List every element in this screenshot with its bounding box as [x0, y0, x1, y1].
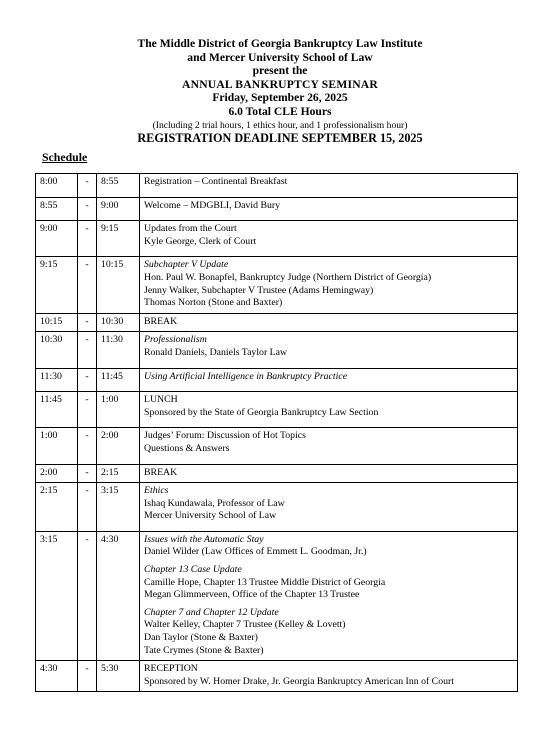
- session-title: Using Artificial Intelligence in Bankruptcy Practice: [144, 370, 348, 382]
- session-line: Thomas Norton (Stone and Baxter): [144, 297, 283, 309]
- schedule-table: [35, 173, 518, 692]
- start-time: 2:15: [36, 483, 78, 532]
- session-title: Subchapter V Update: [144, 259, 229, 271]
- session-title: Ethics: [144, 485, 169, 497]
- time-dash: -: [78, 174, 97, 198]
- table-row: [36, 257, 518, 313]
- table-row: [36, 197, 518, 221]
- session-details: [140, 332, 518, 368]
- session-line: Megan Glimmerveen, Office of the Chapter 13 Trustee: [144, 589, 360, 601]
- session-details: [140, 464, 518, 483]
- session-details: [140, 197, 518, 221]
- start-time: 11:45: [36, 392, 78, 428]
- session-details: [140, 221, 518, 257]
- table-row: [36, 661, 518, 692]
- start-time: 10:30: [36, 332, 78, 368]
- header-line-1: The Middle District of Georgia Bankruptcy Law Institute: [137, 37, 423, 50]
- time-dash: -: [78, 368, 97, 392]
- start-time: 9:00: [36, 221, 78, 257]
- session-line: Welcome – MDGBLI, David Bury: [144, 199, 281, 211]
- session-line: RECEPTION: [144, 663, 198, 675]
- session-line: Mercer University School of Law: [144, 510, 277, 522]
- session-details: [140, 174, 518, 198]
- session-title: Issues with the Automatic Stay: [144, 533, 264, 545]
- document-header: [0, 37, 560, 146]
- seminar-title: ANNUAL BANKRUPTCY SEMINAR: [182, 77, 378, 91]
- time-dash: -: [78, 428, 97, 464]
- start-time: 10:15: [36, 313, 78, 332]
- session-line: BREAK: [144, 315, 178, 327]
- start-time: 8:55: [36, 197, 78, 221]
- time-dash: -: [78, 332, 97, 368]
- session-details: [140, 428, 518, 464]
- session-line: LUNCH: [144, 394, 178, 406]
- session-line: Ronald Daniels, Daniels Taylor Law: [144, 346, 288, 358]
- session-line: Sponsored by the State of Georgia Bankruptcy Law Section: [144, 406, 379, 418]
- time-dash: -: [78, 483, 97, 532]
- session-title: Chapter 7 and Chapter 12 Update: [144, 606, 279, 618]
- header-line-2: and Mercer University School of Law: [187, 50, 373, 64]
- start-time: 3:15: [36, 531, 78, 660]
- end-time: 9:15: [97, 221, 140, 257]
- session-line: Questions & Answers: [144, 442, 230, 454]
- session-details: [140, 368, 518, 392]
- start-time: 2:00: [36, 464, 78, 483]
- end-time: 9:00: [97, 197, 140, 221]
- schedule-body: [36, 174, 518, 692]
- start-time: 1:00: [36, 428, 78, 464]
- session-line: Walter Kelley, Chapter 7 Trustee (Kelley & Lovett): [144, 619, 346, 631]
- session-line: Hon. Paul W. Bonapfel, Bankruptcy Judge (Northern District of Georgia): [144, 271, 432, 283]
- end-time: 10:30: [97, 313, 140, 332]
- session-line: Tate Crymes (Stone & Baxter): [144, 644, 264, 656]
- time-dash: -: [78, 221, 97, 257]
- session-line: Sponsored by W. Homer Drake, Jr. Georgia Bankruptcy American Inn of Court: [144, 675, 454, 687]
- registration-deadline: REGISTRATION DEADLINE SEPTEMBER 15, 2025: [137, 131, 423, 146]
- end-time: 2:00: [97, 428, 140, 464]
- cle-hours: 6.0 Total CLE Hours: [228, 104, 332, 118]
- table-row: [36, 531, 518, 660]
- start-time: 9:15: [36, 257, 78, 313]
- session-line: Dan Taylor (Stone & Baxter): [144, 632, 258, 644]
- session-line: BREAK: [144, 466, 178, 478]
- start-time: 8:00: [36, 174, 78, 198]
- seminar-date: Friday, September 26, 2025: [212, 91, 348, 105]
- start-time: 4:30: [36, 661, 78, 692]
- table-row: [36, 464, 518, 483]
- session-line: Jenny Walker, Subchapter V Trustee (Adams Hemingway): [144, 284, 374, 296]
- table-row: [36, 428, 518, 464]
- time-dash: -: [78, 464, 97, 483]
- table-row: [36, 392, 518, 428]
- session-line: Registration – Continental Breakfast: [144, 176, 288, 187]
- session-line: Updates from the Court: [144, 223, 237, 235]
- session-details: [140, 392, 518, 428]
- end-time: 8:55: [97, 174, 140, 198]
- cle-breakdown: (Including 2 trial hours, 1 ethics hour, and 1 professionalism hour): [152, 119, 408, 131]
- table-row: [36, 221, 518, 257]
- time-dash: -: [78, 661, 97, 692]
- time-dash: -: [78, 392, 97, 428]
- start-time: 11:30: [36, 368, 78, 392]
- session-title: Professionalism: [144, 334, 207, 346]
- session-line: Daniel Wilder (Law Offices of Emmett L. Goodman, Jr.): [144, 546, 367, 558]
- end-time: 10:15: [97, 257, 140, 313]
- session-line: Judges’ Forum: Discussion of Hot Topics: [144, 430, 306, 442]
- end-time: 4:30: [97, 531, 140, 660]
- session-details: [140, 483, 518, 532]
- time-dash: -: [78, 257, 97, 313]
- session-title: Chapter 13 Case Update: [144, 564, 242, 576]
- end-time: 1:00: [97, 392, 140, 428]
- table-row: [36, 368, 518, 392]
- time-dash: -: [78, 531, 97, 660]
- time-dash: -: [78, 197, 97, 221]
- end-time: 11:45: [97, 368, 140, 392]
- session-details: [140, 531, 518, 660]
- end-time: 3:15: [97, 483, 140, 532]
- table-row: [36, 332, 518, 368]
- session-details: [140, 257, 518, 313]
- header-line-3: present the: [252, 64, 308, 78]
- table-row: [36, 483, 518, 532]
- session-line: Kyle George, Clerk of Court: [144, 235, 257, 247]
- session-line: Camille Hope, Chapter 13 Trustee Middle District of Georgia: [144, 576, 386, 588]
- table-row: [36, 313, 518, 332]
- end-time: 2:15: [97, 464, 140, 483]
- time-dash: -: [78, 313, 97, 332]
- session-line: Ishaq Kundawala, Professor of Law: [144, 497, 285, 509]
- end-time: 11:30: [97, 332, 140, 368]
- session-details: [140, 313, 518, 332]
- schedule-heading: Schedule: [42, 150, 88, 164]
- end-time: 5:30: [97, 661, 140, 692]
- table-row: [36, 174, 518, 198]
- session-details: [140, 661, 518, 692]
